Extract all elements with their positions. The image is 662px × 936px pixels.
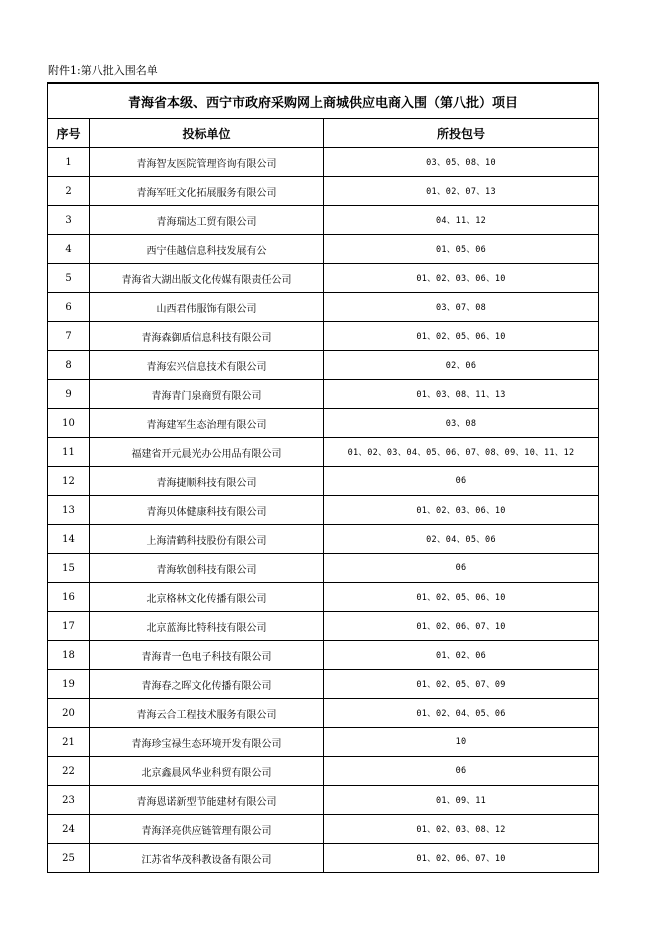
bidder-name: 青海恩诺新型节能建材有限公司 xyxy=(90,786,324,815)
package-numbers: 02、06 xyxy=(324,351,599,380)
bidder-name: 青海青一色电子科技有限公司 xyxy=(90,641,324,670)
bidder-name: 北京蓝海比特科技有限公司 xyxy=(90,612,324,641)
package-numbers: 01、02、03、08、12 xyxy=(324,815,599,844)
bidder-name: 青海智友医院管理咨询有限公司 xyxy=(90,148,324,177)
package-numbers: 01、03、08、11、13 xyxy=(324,380,599,409)
bidder-name: 青海建军生态治理有限公司 xyxy=(90,409,324,438)
row-index: 13 xyxy=(48,496,90,525)
package-numbers: 06 xyxy=(324,757,599,786)
table-row xyxy=(48,670,599,699)
row-index: 14 xyxy=(48,525,90,554)
table-row xyxy=(48,467,599,496)
package-numbers: 01、02、03、04、05、06、07、08、09、10、11、12 xyxy=(324,438,599,467)
row-index: 17 xyxy=(48,612,90,641)
table-row xyxy=(48,728,599,757)
header-index: 序号 xyxy=(48,119,90,148)
table-row xyxy=(48,554,599,583)
package-numbers: 03、08 xyxy=(324,409,599,438)
table-row xyxy=(48,757,599,786)
package-numbers: 01、02、03、06、10 xyxy=(324,264,599,293)
bidder-name: 青海军旺文化拓展服务有限公司 xyxy=(90,177,324,206)
package-numbers: 01、02、06、07、10 xyxy=(324,612,599,641)
table-row xyxy=(48,699,599,728)
table-row xyxy=(48,583,599,612)
package-numbers: 01、09、11 xyxy=(324,786,599,815)
package-numbers: 01、02、03、06、10 xyxy=(324,496,599,525)
package-numbers: 01、02、06 xyxy=(324,641,599,670)
shortlist-table xyxy=(47,82,599,873)
bidder-name: 山西君伟服饰有限公司 xyxy=(90,293,324,322)
package-numbers: 06 xyxy=(324,467,599,496)
row-index: 7 xyxy=(48,322,90,351)
package-numbers: 03、07、08 xyxy=(324,293,599,322)
row-index: 22 xyxy=(48,757,90,786)
row-index: 18 xyxy=(48,641,90,670)
row-index: 2 xyxy=(48,177,90,206)
package-numbers: 01、02、06、07、10 xyxy=(324,844,599,873)
table-row xyxy=(48,525,599,554)
bidder-name: 青海瑞达工贸有限公司 xyxy=(90,206,324,235)
table-row xyxy=(48,235,599,264)
bidder-name: 青海宏兴信息技术有限公司 xyxy=(90,351,324,380)
bidder-name: 青海云合工程技术服务有限公司 xyxy=(90,699,324,728)
row-index: 16 xyxy=(48,583,90,612)
bidder-name: 青海省大湖出版文化传媒有限责任公司 xyxy=(90,264,324,293)
table-row xyxy=(48,786,599,815)
row-index: 11 xyxy=(48,438,90,467)
table-row xyxy=(48,293,599,322)
table-row xyxy=(48,206,599,235)
package-numbers: 01、02、07、13 xyxy=(324,177,599,206)
row-index: 20 xyxy=(48,699,90,728)
table-row xyxy=(48,148,599,177)
package-numbers: 02、04、05、06 xyxy=(324,525,599,554)
table-title-row xyxy=(48,83,599,119)
bidder-name: 青海捷顺科技有限公司 xyxy=(90,467,324,496)
bidder-name: 福建省开元晨光办公用品有限公司 xyxy=(90,438,324,467)
bidder-name: 北京格林文化传播有限公司 xyxy=(90,583,324,612)
bidder-name: 江苏省华茂科教设备有限公司 xyxy=(90,844,324,873)
row-index: 10 xyxy=(48,409,90,438)
table-header-row xyxy=(48,119,599,148)
bidder-name: 青海珍宝禄生态环境开发有限公司 xyxy=(90,728,324,757)
table-row xyxy=(48,409,599,438)
table-row xyxy=(48,612,599,641)
bidder-name: 青海软创科技有限公司 xyxy=(90,554,324,583)
header-packages: 所投包号 xyxy=(324,119,599,148)
package-numbers: 04、11、12 xyxy=(324,206,599,235)
row-index: 4 xyxy=(48,235,90,264)
package-numbers: 06 xyxy=(324,554,599,583)
bidder-name: 青海春之晖文化传播有限公司 xyxy=(90,670,324,699)
bidder-name: 西宁佳越信息科技发展有公 xyxy=(90,235,324,264)
table-row xyxy=(48,322,599,351)
package-numbers: 01、02、05、06、10 xyxy=(324,583,599,612)
package-numbers: 01、05、06 xyxy=(324,235,599,264)
header-bidder: 投标单位 xyxy=(90,119,324,148)
package-numbers: 01、02、05、06、10 xyxy=(324,322,599,351)
bidder-name: 青海贝体健康科技有限公司 xyxy=(90,496,324,525)
bidder-name: 青海森御盾信息科技有限公司 xyxy=(90,322,324,351)
table-row xyxy=(48,380,599,409)
row-index: 19 xyxy=(48,670,90,699)
package-numbers: 01、02、05、07、09 xyxy=(324,670,599,699)
table-row xyxy=(48,351,599,380)
row-index: 25 xyxy=(48,844,90,873)
row-index: 23 xyxy=(48,786,90,815)
table-row xyxy=(48,815,599,844)
table-title: 青海省本级、西宁市政府采购网上商城供应电商入围（第八批）项目 xyxy=(48,83,599,119)
row-index: 8 xyxy=(48,351,90,380)
table-row xyxy=(48,496,599,525)
package-numbers: 01、02、04、05、06 xyxy=(324,699,599,728)
table-row xyxy=(48,264,599,293)
table-row xyxy=(48,438,599,467)
table-row xyxy=(48,844,599,873)
row-index: 21 xyxy=(48,728,90,757)
table-row xyxy=(48,177,599,206)
row-index: 12 xyxy=(48,467,90,496)
row-index: 1 xyxy=(48,148,90,177)
bidder-name: 青海青门泉商贸有限公司 xyxy=(90,380,324,409)
package-numbers: 10 xyxy=(324,728,599,757)
row-index: 9 xyxy=(48,380,90,409)
attachment-caption: 附件1:第八批入围名单 xyxy=(48,64,158,77)
bidder-name: 北京鑫晨风华业科贸有限公司 xyxy=(90,757,324,786)
row-index: 5 xyxy=(48,264,90,293)
row-index: 15 xyxy=(48,554,90,583)
row-index: 24 xyxy=(48,815,90,844)
table-row xyxy=(48,641,599,670)
row-index: 6 xyxy=(48,293,90,322)
package-numbers: 03、05、08、10 xyxy=(324,148,599,177)
row-index: 3 xyxy=(48,206,90,235)
bidder-name: 青海泽亮供应链管理有限公司 xyxy=(90,815,324,844)
bidder-name: 上海清鹤科技股份有限公司 xyxy=(90,525,324,554)
